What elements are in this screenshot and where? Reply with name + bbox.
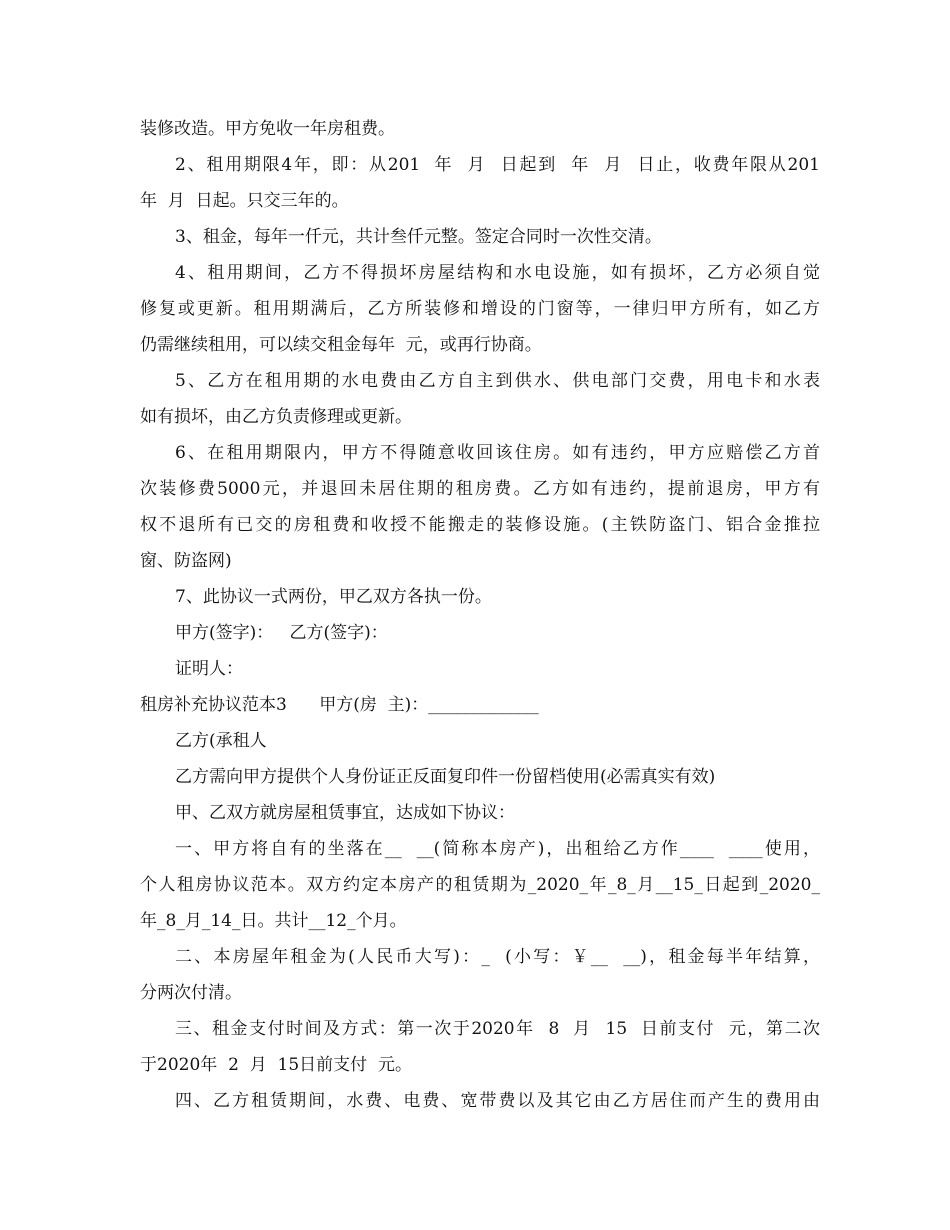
text-line: 四、乙方租赁期间，水费、电费、宽带费以及其它由乙方居住而产生的费用由 xyxy=(175,1091,820,1111)
text-line: 7、此协议一式两份，甲乙双方各执一份。 xyxy=(175,587,492,607)
text-line: 窗、防盗网) xyxy=(140,551,232,571)
section-heading: 租房补充协议范本3 甲方(房 主)：_____________ xyxy=(140,695,539,715)
text-line: 如有损坏，由乙方负责修理或更新。 xyxy=(140,407,412,427)
text-line: 一、甲方将自有的坐落在__ __(简称本房产)，出租给乙方作____ ____使用， xyxy=(175,839,820,859)
text-line: 分两次付清。 xyxy=(140,983,242,1003)
signature-line: 甲方(签字)： 乙方(签字)： xyxy=(175,623,388,643)
text-line: 修复或更新。租用期满后，乙方所装修和增设的门窗等，一律归甲方所有，如乙方 xyxy=(140,299,820,319)
text-line: 3、租金，每年一仟元，共计叁仟元整。签定合同时一次性交清。 xyxy=(175,227,662,247)
text-line: 甲、乙双方就房屋租赁事宜，达成如下协议： xyxy=(175,803,515,823)
text-line: 于2020年 2 月 15日前支付 元。 xyxy=(140,1055,412,1075)
text-line: 装修改造。甲方免收一年房租费。 xyxy=(140,119,395,139)
text-line: 6、在租用期限内，甲方不得随意收回该住房。如有违约，甲方应赔偿乙方首 xyxy=(175,443,820,463)
text-line: 乙方需向甲方提供个人身份证正反面复印件一份留档使用(必需真实有效) xyxy=(175,767,716,787)
text-line: 仍需继续租用，可以续交租金每年 元，或再行协商。 xyxy=(140,335,542,355)
text-line: 次装修费5000元，并退回未居住期的租房费。乙方如有违约，提前退房，甲方有 xyxy=(140,479,820,499)
text-line: 年_8_月_14_日。共计__12_个月。 xyxy=(140,911,407,931)
text-line: 乙方(承租人 xyxy=(175,731,267,751)
text-line: 5、乙方在租用期的水电费由乙方自主到供水、供电部门交费，用电卡和水表 xyxy=(175,371,820,391)
text-line: 2、租用期限4年，即：从201 年 月 日起到 年 月 日止，收费年限从201 xyxy=(175,155,820,175)
text-line: 权不退所有已交的房租费和收授不能搬走的装修设施。(主铁防盗门、铝合金推拉 xyxy=(140,515,820,535)
text-line: 二、本房屋年租金为(人民币大写)：_ (小写：￥__ __)，租金每半年结算， xyxy=(175,947,820,967)
text-line: 三、租金支付时间及方式：第一次于2020年 8 月 15 日前支付 元，第二次 xyxy=(175,1019,820,1039)
witness-line: 证明人： xyxy=(175,659,243,679)
text-line: 年 月 日起。只交三年的。 xyxy=(140,191,349,211)
text-line: 4、租用期间，乙方不得损坏房屋结构和水电设施，如有损坏，乙方必须自觉 xyxy=(175,263,820,283)
text-line: 个人租房协议范本。双方约定本房产的租赁期为_2020_年_8_月__15_日起到_2020_ xyxy=(140,875,820,895)
